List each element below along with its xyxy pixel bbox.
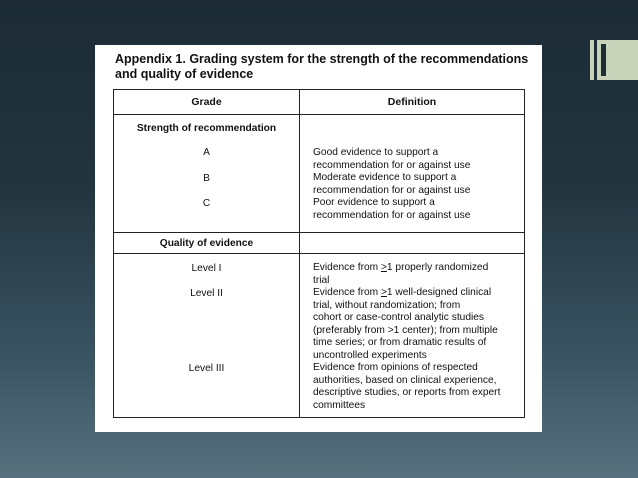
def-level2-line5: time series; or from dramatic results of [313, 337, 487, 348]
quality-title-empty-cell [300, 233, 525, 254]
decor-bar [590, 40, 594, 80]
quality-definitions-cell [300, 254, 525, 418]
grade-b: B [203, 173, 210, 184]
decor-notch [601, 44, 606, 76]
strength-grades-cell [114, 115, 300, 233]
def-level3-line2: authorities, based on clinical experience, [313, 374, 497, 386]
def-level2-line3: cohort or case-control analytic studies [313, 312, 485, 323]
strength-row [114, 115, 525, 233]
quality-grades-cell [114, 254, 300, 418]
quality-title: Quality of evidence [114, 233, 300, 254]
level-2: Level II [190, 288, 223, 299]
quality-row [114, 254, 525, 418]
quality-title-row [114, 233, 525, 254]
def-level2-line6: uncontrolled experiments [313, 349, 427, 361]
def-level3-line3: descriptive studies, or reports from expert [313, 387, 501, 398]
strength-title: Strength of recommendation [136, 123, 277, 134]
level-1: Level I [191, 263, 222, 274]
def-level2-line4: (preferably from >1 center); from multiple [313, 324, 498, 336]
decorative-bars [590, 40, 638, 80]
def-level2-line1: Evidence from >1 well-designed clinical [313, 287, 492, 298]
definition-header: Definition [300, 90, 525, 115]
def-b-line1: Moderate evidence to support a [313, 172, 457, 183]
grade-a: A [203, 147, 210, 158]
header-row [114, 90, 525, 115]
def-level3-line4: committees [313, 399, 366, 411]
strength-definitions-cell [300, 115, 525, 233]
def-level1-line2: trial [313, 274, 330, 286]
def-c-line2: recommendation for or against use [313, 209, 471, 221]
grade-header: Grade [114, 90, 300, 115]
grading-table [113, 89, 525, 418]
def-level2-line2: trial, without randomization; from [313, 299, 461, 311]
def-b-line2: recommendation for or against use [313, 184, 471, 196]
def-level1-line1: Evidence from >1 properly randomized [313, 262, 489, 273]
document-card [95, 45, 542, 432]
appendix-title: Appendix 1. Grading system for the strength of the recommendations and quality of evidence [115, 52, 529, 81]
def-level3-line1: Evidence from opinions of respected [313, 362, 478, 373]
def-a-line1: Good evidence to support a [313, 147, 439, 158]
def-a-line2: recommendation for or against use [313, 159, 471, 171]
grade-c: C [202, 198, 211, 209]
def-c-line1: Poor evidence to support a [313, 197, 435, 208]
level-3: Level III [188, 363, 225, 374]
